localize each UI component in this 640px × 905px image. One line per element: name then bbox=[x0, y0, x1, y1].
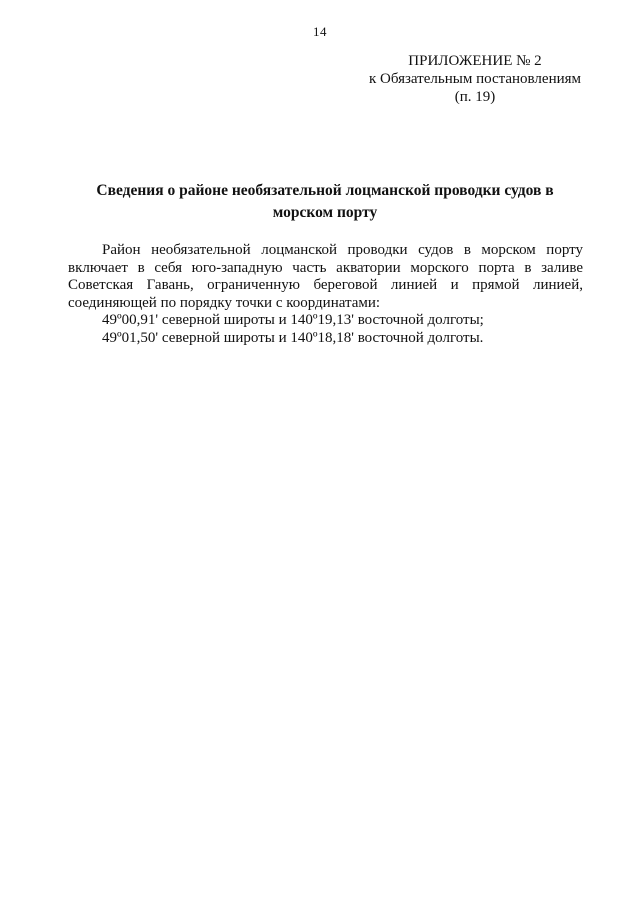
coordinate-line: 49º01,50' северной широты и 140º18,18' восточной долготы. bbox=[102, 329, 484, 346]
body-paragraph: Район необязательной лоцманской проводки судов в морском порту включает в себя юго-западную часть акватории морского порта в заливе Советская Гавань, ограниченную береговой линией и прямой линией, соединяющей по порядку точки с координатами: bbox=[68, 242, 583, 311]
appendix-clause: (п. 19) bbox=[454, 89, 496, 105]
document-title: Сведения о районе необязательной лоцманской проводки судов в морском порту bbox=[96, 182, 554, 221]
appendix-label: ПРИЛОЖЕНИЕ № 2 bbox=[408, 53, 542, 69]
page-number: 14 bbox=[313, 24, 327, 39]
appendix-reference: к Обязательным постановлениям bbox=[368, 71, 582, 87]
appendix-header bbox=[340, 52, 610, 106]
document-body bbox=[68, 242, 583, 348]
coordinate-line: 49º00,91' северной широты и 140º19,13' восточной долготы; bbox=[102, 312, 484, 329]
